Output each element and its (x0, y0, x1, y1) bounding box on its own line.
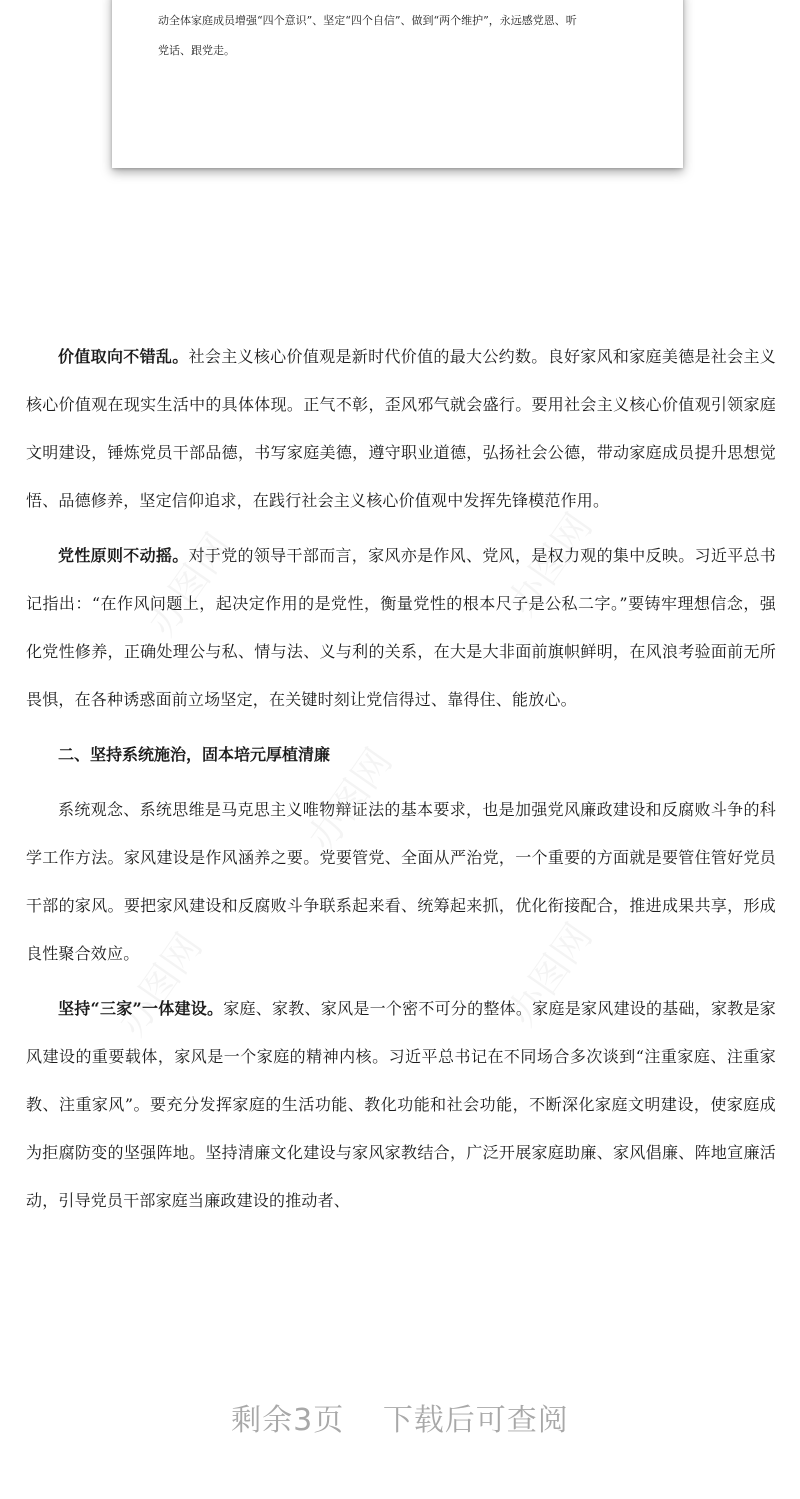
paragraph-system-thinking (26, 786, 776, 978)
paragraph-party-principle (26, 532, 776, 724)
paragraph-lead: 党性原则不动摇。 (58, 546, 189, 565)
paragraph-body: 家庭、家教、家风是一个密不可分的整体。家庭是家风建设的基础，家教是家风建设的重要载体，家风是一个家庭的精神内核。习近平总书记在不同场合多次谈到“注重家庭、注重家教、注重家风”。要充分发挥家庭的生活功能、教化功能和社会功能，不断深化家庭文明建设，使家庭成为拒腐防变的坚强阵地。坚持清廉文化建设与家风家教结合，广泛开展家庭助廉、家风倡廉、阵地宣廉活动，引导党员干部家庭当廉政建设的推动者、 (26, 999, 777, 1210)
paragraph-lead: 坚持“三家”一体建设。 (58, 999, 224, 1018)
paragraph-three-family (26, 985, 776, 1225)
paragraph-body: 对于党的领导干部而言，家风亦是作风、党风，是权力观的集中反映。习近平总书记指出：“在作风问题上，起决定作用的是党性，衡量党性的根本尺子是公私二字。”要铸牢理想信念，强化党性修养，正确处理公与私、情与法、义与利的关系，在大是大非面前旗帜鲜明，在风浪考验面前无所畏惧，在各种诱惑面前立场坚定，在关键时刻让党信得过、靠得住、能放心。 (26, 546, 777, 709)
paragraph-lead: 价值取向不错乱。 (58, 347, 189, 366)
card-text (158, 6, 648, 66)
download-to-view-label: 下载后可查阅 (382, 1403, 569, 1438)
document-body (26, 333, 776, 1232)
card-line-2: 党话、跟党走。 (158, 44, 235, 57)
section-heading: 二、坚持系统施治，固本培元厚植清廉 (58, 745, 331, 764)
paragraph-body: 系统观念、系统思维是马克思主义唯物辩证法的基本要求，也是加强党风廉政建设和反腐败斗争的科学工作方法。家风建设是作风涵养之要。党要管党、全面从严治党，一个重要的方面就是要管住管好党员干部的家风。要把家风建设和反腐败斗争联系起来看、统筹起来抓，优化衔接配合，推进成果共享，形成良性聚合效应。 (26, 800, 776, 963)
paragraph-value-orientation (26, 333, 776, 525)
remaining-pages-label: 剩余3页 (231, 1403, 345, 1438)
card-line-1: 动全体家庭成员增强“四个意识”、坚定“四个自信”、做到“两个维护”，永远感党恩、听 (158, 14, 577, 27)
paragraph-body: 社会主义核心价值观是新时代价值的最大公约数。良好家风和家庭美德是社会主义核心价值观在现实生活中的具体体现。正气不彰，歪风邪气就会盛行。要用社会主义核心价值观引领家庭文明建设，锤炼党员干部品德，书写家庭美德，遵守职业道德，弘扬社会公德，带动家庭成员提升思想觉悟、品德修养，坚定信仰追求，在践行社会主义核心价值观中发挥先锋模范作用。 (26, 347, 777, 510)
download-prompt[interactable] (0, 1395, 800, 1439)
preview-page-card (112, 0, 683, 168)
